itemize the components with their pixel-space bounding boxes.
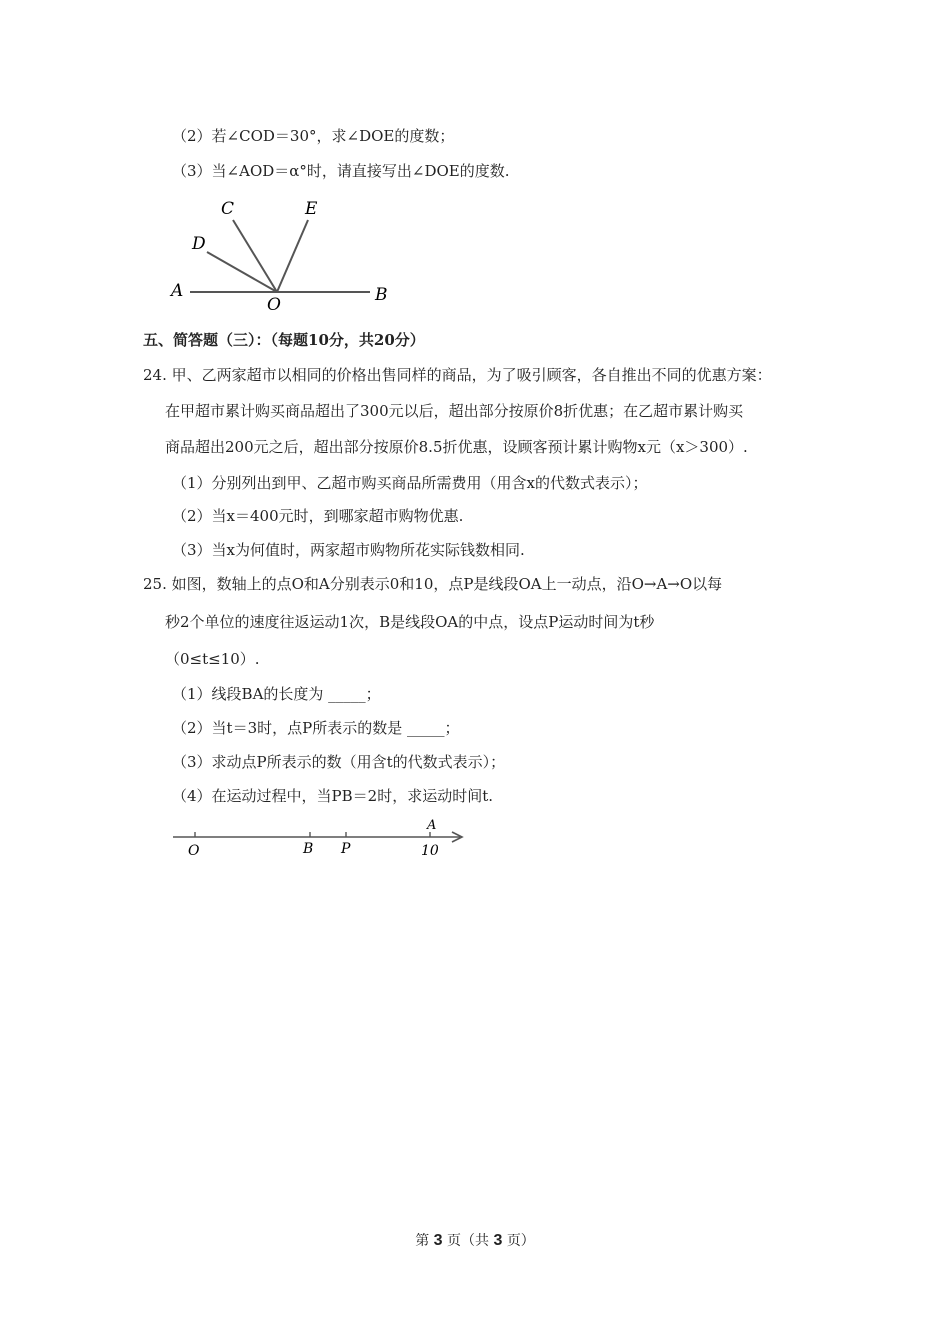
angle-figure (165, 192, 400, 312)
page-footer (0, 1230, 950, 1250)
q24-part3: （3）当x为何值时，两家超市购物所花实际钱数相同. (172, 541, 525, 559)
ray-OE (277, 220, 308, 292)
label-B: B (375, 285, 388, 305)
footer-page-number: 3 (433, 1232, 443, 1249)
footer-total-pages: 3 (493, 1232, 503, 1249)
q25-line1: 25. 如图，数轴上的点O和A分别表示0和10，点P是线段OA上一动点，沿O→A→O以每 (143, 575, 723, 593)
label-C: C (221, 199, 235, 219)
q25-part3: （3）求动点P所表示的数（用含t的代数式表示）； (172, 753, 506, 771)
axis-label-P: P (341, 841, 351, 857)
axis-label-A: A (427, 818, 437, 833)
label-O: O (267, 295, 281, 312)
q23-part2: （2）若∠COD＝30°，求∠DOE的度数； (172, 127, 455, 145)
footer-mid: 页（共 (447, 1233, 489, 1249)
ray-OD (207, 252, 277, 292)
q25-line2: 秒2个单位的速度往返运动1次，B是线段OA的中点，设点P运动时间为t秒 (165, 613, 655, 631)
q24-line3: 商品超出200元之后，超出部分按原价8.5折优惠，设顾客预计累计购物x元（x＞300）. (165, 438, 748, 456)
q25-part4: （4）在运动过程中，当PB＝2时，求运动时间t. (172, 787, 494, 805)
q24-line2: 在甲超市累计购买商品超出了300元以后，超出部分按原价8折优惠；在乙超市累计购买 (165, 402, 744, 420)
q25-line3: （0≤t≤10）. (165, 650, 260, 668)
axis-label-O: O (188, 843, 200, 859)
footer-suffix: 页） (506, 1233, 535, 1249)
number-line-figure (165, 815, 475, 865)
label-E: E (305, 199, 318, 219)
label-A: A (171, 281, 184, 301)
q24-part1: （1）分别列出到甲、乙超市购买商品所需费用（用含x的代数式表示）； (172, 474, 648, 492)
ray-OC (233, 220, 277, 292)
axis-label-B: B (303, 841, 314, 857)
q25-part1: （1）线段BA的长度为 _____； (172, 685, 381, 703)
q24-line1: 24. 甲、乙两家超市以相同的价格出售同样的商品，为了吸引顾客，各自推出不同的优惠方案： (143, 366, 772, 384)
q25-part2: （2）当t＝3时，点P所表示的数是 _____； (172, 719, 460, 737)
label-D: D (192, 234, 206, 254)
section-heading: 五、简答题（三）：（每题10分，共20分） (143, 331, 425, 349)
footer-prefix: 第 (415, 1233, 430, 1249)
q24-part2: （2）当x＝400元时，到哪家超市购物优惠. (172, 507, 464, 525)
axis-label-10: 10 (421, 843, 439, 859)
q23-part3: （3）当∠AOD＝α°时，请直接写出∠DOE的度数. (172, 162, 510, 180)
